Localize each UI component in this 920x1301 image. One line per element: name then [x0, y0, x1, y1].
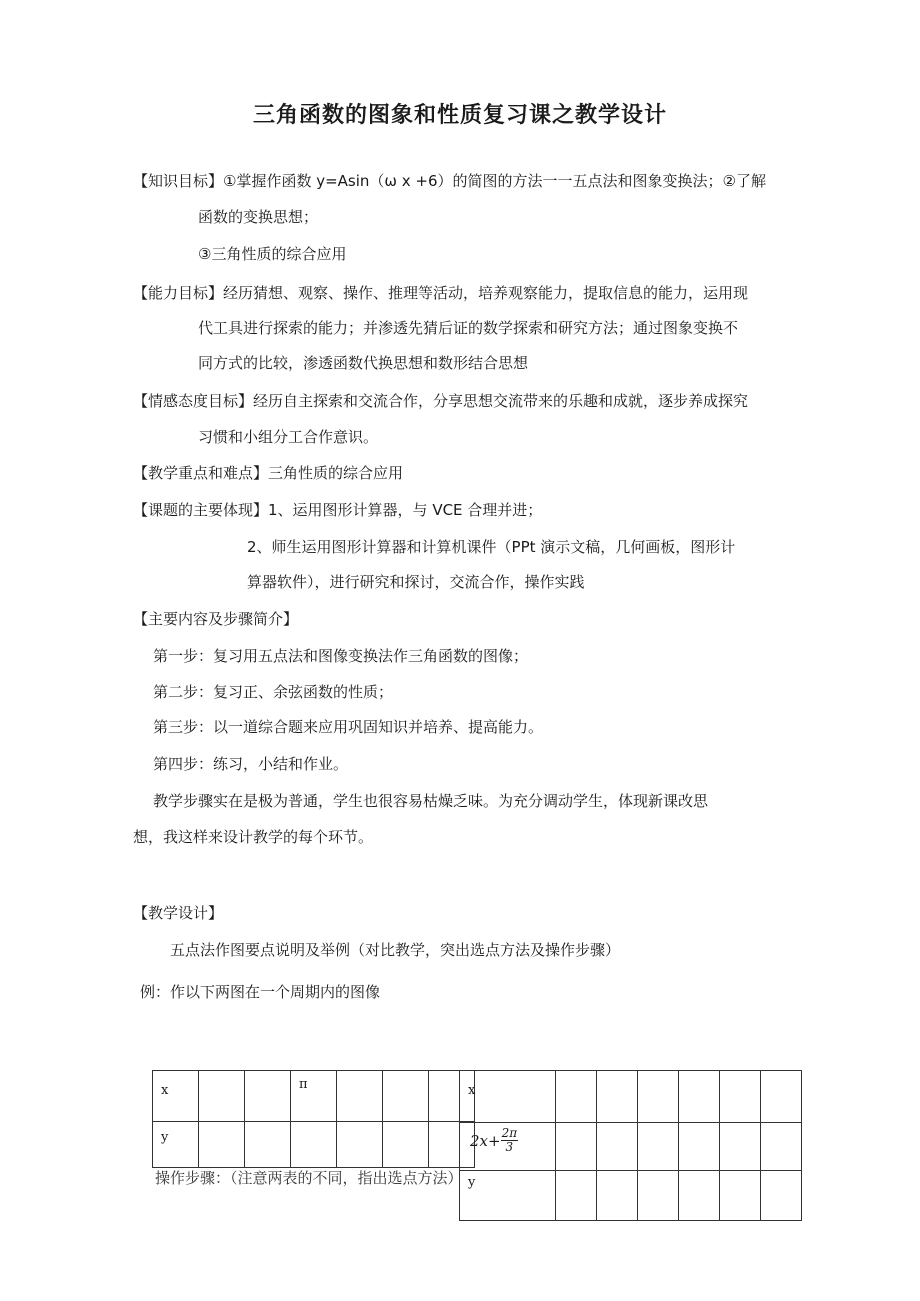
math-expression	[470, 1127, 518, 1154]
ability-goal-line-3: 同方式的比较，渗透函数代换思想和数形结合思想	[198, 354, 529, 372]
knowledge-goal-line-1: 【知识目标】①掌握作函数 y=Asin（ω x +6）的简图的方法一一五点法和图象变换法；②了解	[133, 172, 766, 190]
table-cell	[291, 1071, 337, 1122]
table-cell	[291, 1122, 337, 1168]
table-cell	[638, 1123, 679, 1171]
table-cell	[199, 1122, 245, 1168]
table-cell	[720, 1171, 761, 1221]
emotion-goal-line-2: 习惯和小组分工合作意识。	[198, 428, 379, 446]
row-label-x: x	[161, 1083, 169, 1098]
table-row	[460, 1071, 802, 1123]
steps-paragraph-line-1: 教学步骤实在是极为普通，学生也很容易枯燥乏味。为充分调动学生，体现新课改思	[153, 792, 709, 810]
expression-lead: 2x+	[470, 1131, 501, 1150]
table-cell	[638, 1171, 679, 1221]
table-cell	[679, 1123, 720, 1171]
table-one	[152, 1070, 475, 1168]
table-cell	[720, 1123, 761, 1171]
example-prompt: 例：作以下两图在一个周期内的图像	[140, 983, 381, 1001]
table-cell	[383, 1122, 429, 1168]
table-cell	[199, 1071, 245, 1122]
fraction	[501, 1127, 519, 1154]
table-cell	[720, 1071, 761, 1123]
embodiment-line-2: 2、师生运用图形计算器和计算机课件（PPt 演示文稿，几何画板，图形计	[247, 538, 736, 556]
row-label-y: y	[161, 1130, 169, 1145]
table-cell	[597, 1123, 638, 1171]
ability-goal-line-1: 【能力目标】经历猜想、观察、操作、推理等活动，培养观察能力，提取信息的能力，运用现	[133, 284, 749, 302]
table-row	[153, 1071, 475, 1122]
embodiment-line-3: 算器软件），进行研究和探讨，交流合作，操作实践	[247, 573, 585, 591]
main-content-heading: 【主要内容及步骤简介】	[133, 610, 299, 628]
table-cell	[638, 1071, 679, 1123]
table-cell	[153, 1122, 199, 1168]
table-cell	[556, 1171, 597, 1221]
table-cell	[337, 1071, 383, 1122]
table-cell	[597, 1171, 638, 1221]
page-title: 三角函数的图象和性质复习课之教学设计	[252, 103, 667, 128]
table-row	[460, 1171, 802, 1221]
knowledge-goal-line-3: ③三角性质的综合应用	[198, 245, 347, 263]
ability-goal-line-2: 代工具进行探索的能力；并渗透先猜后证的数学探索和研究方法；通过图象变换不	[198, 319, 739, 337]
table-cell	[556, 1123, 597, 1171]
table-cell	[761, 1123, 802, 1171]
emotion-goal-line-1: 【情感态度目标】经历自主探索和交流合作，分享思想交流带来的乐趣和成就，逐步养成探究	[133, 392, 749, 410]
step-2: 第二步：复习正、余弦函数的性质；	[153, 683, 394, 701]
fraction-numerator: 2π	[501, 1126, 518, 1140]
table-cell	[679, 1171, 720, 1221]
row-label-x: x	[468, 1083, 476, 1098]
fraction-denominator: 3	[505, 1140, 514, 1154]
table-cell	[597, 1071, 638, 1123]
table-cell	[460, 1171, 556, 1221]
table-cell	[383, 1071, 429, 1122]
knowledge-goal-line-2: 函数的变换思想；	[198, 208, 319, 226]
step-4: 第四步：练习，小结和作业。	[153, 755, 349, 773]
embodiment-line-1: 【课题的主要体现】1、运用图形计算器，与 VCE 合理并进；	[133, 501, 543, 519]
table-cell	[761, 1171, 802, 1221]
table-cell	[153, 1071, 199, 1122]
table-cell	[679, 1071, 720, 1123]
table-cell	[761, 1071, 802, 1123]
step-1: 第一步：复习用五点法和图像变换法作三角函数的图像；	[153, 647, 529, 665]
table-cell	[556, 1071, 597, 1123]
table-cell	[460, 1071, 556, 1123]
table-cell	[337, 1122, 383, 1168]
key-points: 【教学重点和难点】三角性质的综合应用	[133, 464, 404, 482]
steps-paragraph-line-2: 想，我这样来设计教学的每个环节。	[133, 828, 374, 846]
pi-value: π	[299, 1077, 308, 1092]
row-label-y: y	[468, 1175, 476, 1190]
step-3: 第三步：以一道综合题来应用巩固知识并培养、提高能力。	[153, 718, 544, 736]
design-subtitle: 五点法作图要点说明及举例（对比教学，突出选点方法及操作步骤）	[170, 941, 621, 959]
table-row	[153, 1122, 475, 1168]
table-cell	[245, 1071, 291, 1122]
operation-steps-note: 操作步骤：（注意两表的不同，指出选点方法）	[155, 1169, 463, 1187]
table-cell	[245, 1122, 291, 1168]
design-heading: 【教学设计】	[133, 904, 224, 922]
